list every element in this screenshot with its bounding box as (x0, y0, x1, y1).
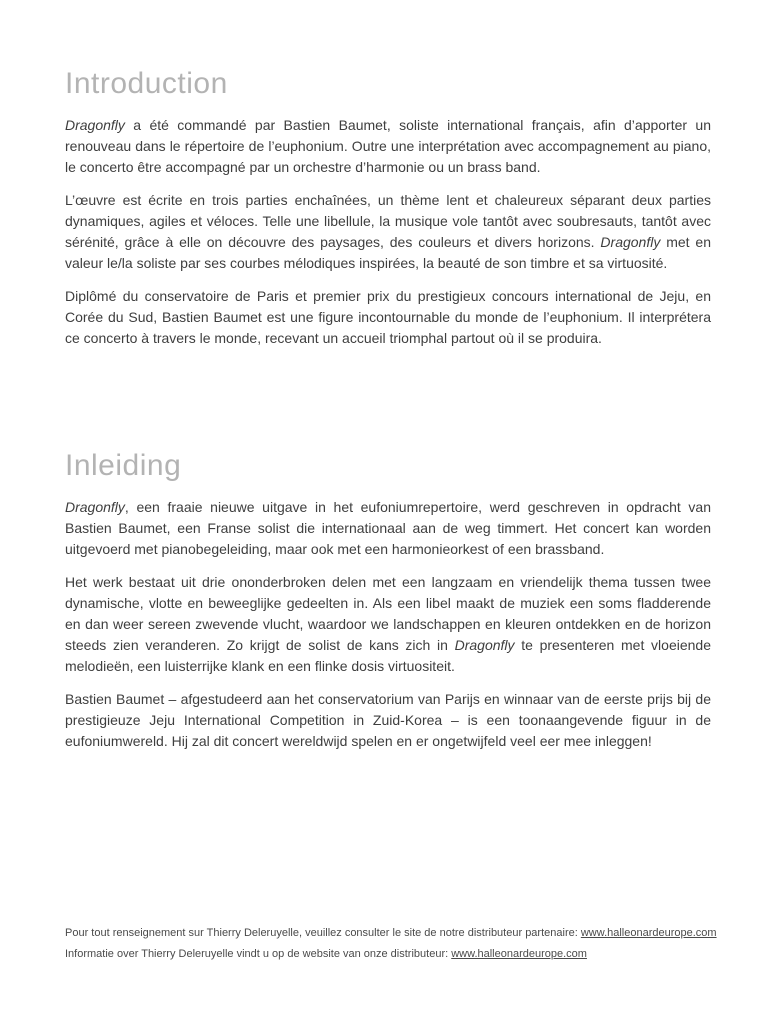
paragraph-fr-1 (65, 115, 711, 178)
work-title-italic: Dragonfly (65, 117, 125, 133)
work-title-italic: Dragonfly (454, 637, 515, 653)
distributor-link-fr[interactable]: www.halleonardeurope.com (580, 927, 717, 939)
footer-text-nl: Informatie over Thierry Deleruyelle vindt u op de website van onze distributeur: (65, 948, 452, 960)
footer-line-fr (65, 927, 717, 940)
paragraph-fr-2 (65, 190, 711, 274)
section-heading-introduction: Introduction (65, 67, 228, 100)
work-title-italic: Dragonfly (65, 499, 125, 515)
paragraph-nl-1 (65, 497, 711, 560)
footer-line-nl (65, 948, 711, 961)
paragraph-text: te presenteren met vloeiende melodieën, een luisterrijke klank en een flinke dosis virtuositeit. (65, 637, 711, 674)
footer-text-fr: Pour tout renseignement sur Thierry Deleruyelle, veuillez consulter le site de notre distributeur partenaire: (65, 927, 581, 939)
paragraph-nl-3 (65, 689, 711, 752)
section-introduction-fr (65, 66, 711, 361)
section-heading-inleiding: Inleiding (65, 449, 182, 482)
paragraph-fr-3 (65, 286, 711, 349)
work-title-italic: Dragonfly (600, 234, 661, 250)
paragraph-text: L’œuvre est écrite en trois parties enchaînées, un thème lent et chaleureux séparant deux parties dynamiques, agiles et véloces. Telle une libellule, la musique vole tantôt avec soubresauts, tantôt avec sérénité, grâce à elle on découvre des paysages, des couleurs et divers horizons. (65, 192, 711, 250)
paragraph-text: Het werk bestaat uit drie ononderbroken delen met een langzaam en vriendelijk thema tussen twee dynamische, vlotte en beweeglijke gedeelten in. Als een libel maakt de muziek een soms fladderende en dan weer sereen zwevende vlucht, waardoor we landschappen en kleuren ontdekken en de horizon steeds zien veranderen. Zo krijgt de solist de kans zich in (65, 574, 711, 653)
section-inleiding-nl (65, 448, 711, 764)
paragraph-text: Diplômé du conservatoire de Paris et premier prix du prestigieux concours international de Jeju, en Corée du Sud, Bastien Baumet est une figure incontournable du monde de l’euphonium. Il interprétera ce concerto à travers le monde, recevant un accueil triomphal partout où il se produira. (65, 288, 711, 346)
paragraph-text: , een fraaie nieuwe uitgave in het eufoniumrepertoire, werd geschreven in opdracht van Bastien Baumet, een Franse solist die internationaal aan de weg timmert. Het concert kan worden uitgevoerd met pianobegeleiding, maar ook met een harmonieorkest of een brassband. (65, 499, 711, 557)
paragraph-text: met en valeur le/la soliste par ses courbes mélodiques inspirées, la beauté de son timbre et sa virtuosité. (65, 234, 711, 271)
paragraph-nl-2 (65, 572, 711, 677)
paragraph-text: a été commandé par Bastien Baumet, soliste international français, afin d’apporter un renouveau dans le répertoire de l’euphonium. Outre une interprétation avec accompagnement au piano, le concerto être accompagné par un orchestre d’harmonie ou un brass band. (65, 117, 711, 175)
footer (65, 927, 717, 969)
distributor-link-nl[interactable]: www.halleonardeurope.com (451, 948, 587, 960)
paragraph-text: Bastien Baumet – afgestudeerd aan het conservatorium van Parijs en winnaar van de eerste prijs bij de prestigieuze Jeju International Competition in Zuid-Korea – is een toonaangevende figuur in de eufoniumwereld. Hij zal dit concert wereldwijd spelen en er ongetwijfeld veel eer mee inleggen! (65, 691, 711, 749)
